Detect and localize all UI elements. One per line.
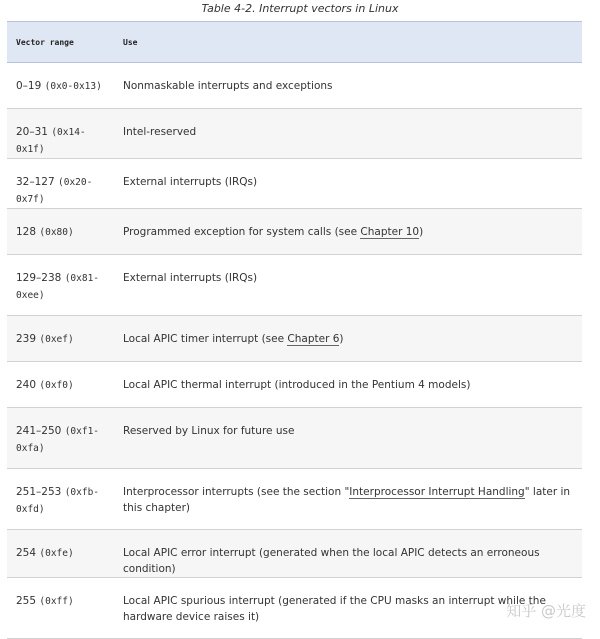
table-row [7,109,582,159]
table-row [7,316,582,362]
table-row [7,469,582,530]
use-cell: Local APIC spurious interrupt (generated if the CPU masks an interrupt while the hardware device raises it) [114,578,582,639]
table-row [7,209,582,255]
vector-range-cell: 255 (0xff) [7,578,114,639]
use-cell: Reserved by Linux for future use [114,408,582,469]
use-cell: External interrupts (IRQs) [114,255,582,316]
use-cell: Interprocessor interrupts (see the section "Interprocessor Interrupt Handling" later in this chapter) [114,469,582,530]
table-row [7,255,582,316]
vector-range-cell: 241–250 (0xf1-0xfa) [7,408,114,469]
interprocessor-interrupt-handling-link[interactable]: Interprocessor Interrupt Handling [349,486,525,498]
table-caption: Table 4-2. Interrupt vectors in Linux [201,2,399,15]
table-header-row [7,22,582,63]
header-use: Use [114,22,582,63]
use-cell: External interrupts (IRQs) [114,159,582,209]
watermark: 知乎 @光度 [506,602,586,620]
table-row [7,63,582,109]
table-row [7,530,582,578]
vector-range-cell: 254 (0xfe) [7,530,114,578]
table-row [7,159,582,209]
table-row [7,408,582,469]
chapter-10-link[interactable]: Chapter 10 [360,226,420,238]
vector-range-cell: 128 (0x80) [7,209,114,255]
vector-range-cell: 20–31 (0x14-0x1f) [7,109,114,159]
vector-range-cell: 129–238 (0x81-0xee) [7,255,114,316]
interrupt-vectors-table [7,21,582,639]
vector-range-cell: 239 (0xef) [7,316,114,362]
use-cell: Local APIC timer interrupt (see Chapter 6) [114,316,582,362]
vector-range-cell: 32–127 (0x20-0x7f) [7,159,114,209]
table-row [7,362,582,408]
use-cell: Local APIC error interrupt (generated when the local APIC detects an erroneous condition) [114,530,582,578]
use-cell: Nonmaskable interrupts and exceptions [114,63,582,109]
use-cell: Local APIC thermal interrupt (introduced in the Pentium 4 models) [114,362,582,408]
vector-range-cell: 0–19 (0x0-0x13) [7,63,114,109]
use-cell: Intel-reserved [114,109,582,159]
vector-range-cell: 240 (0xf0) [7,362,114,408]
chapter-6-link[interactable]: Chapter 6 [287,333,340,345]
header-vector-range: Vector range [7,22,114,63]
vector-range-cell: 251–253 (0xfb-0xfd) [7,469,114,530]
table-row [7,578,582,639]
use-cell: Programmed exception for system calls (see Chapter 10) [114,209,582,255]
